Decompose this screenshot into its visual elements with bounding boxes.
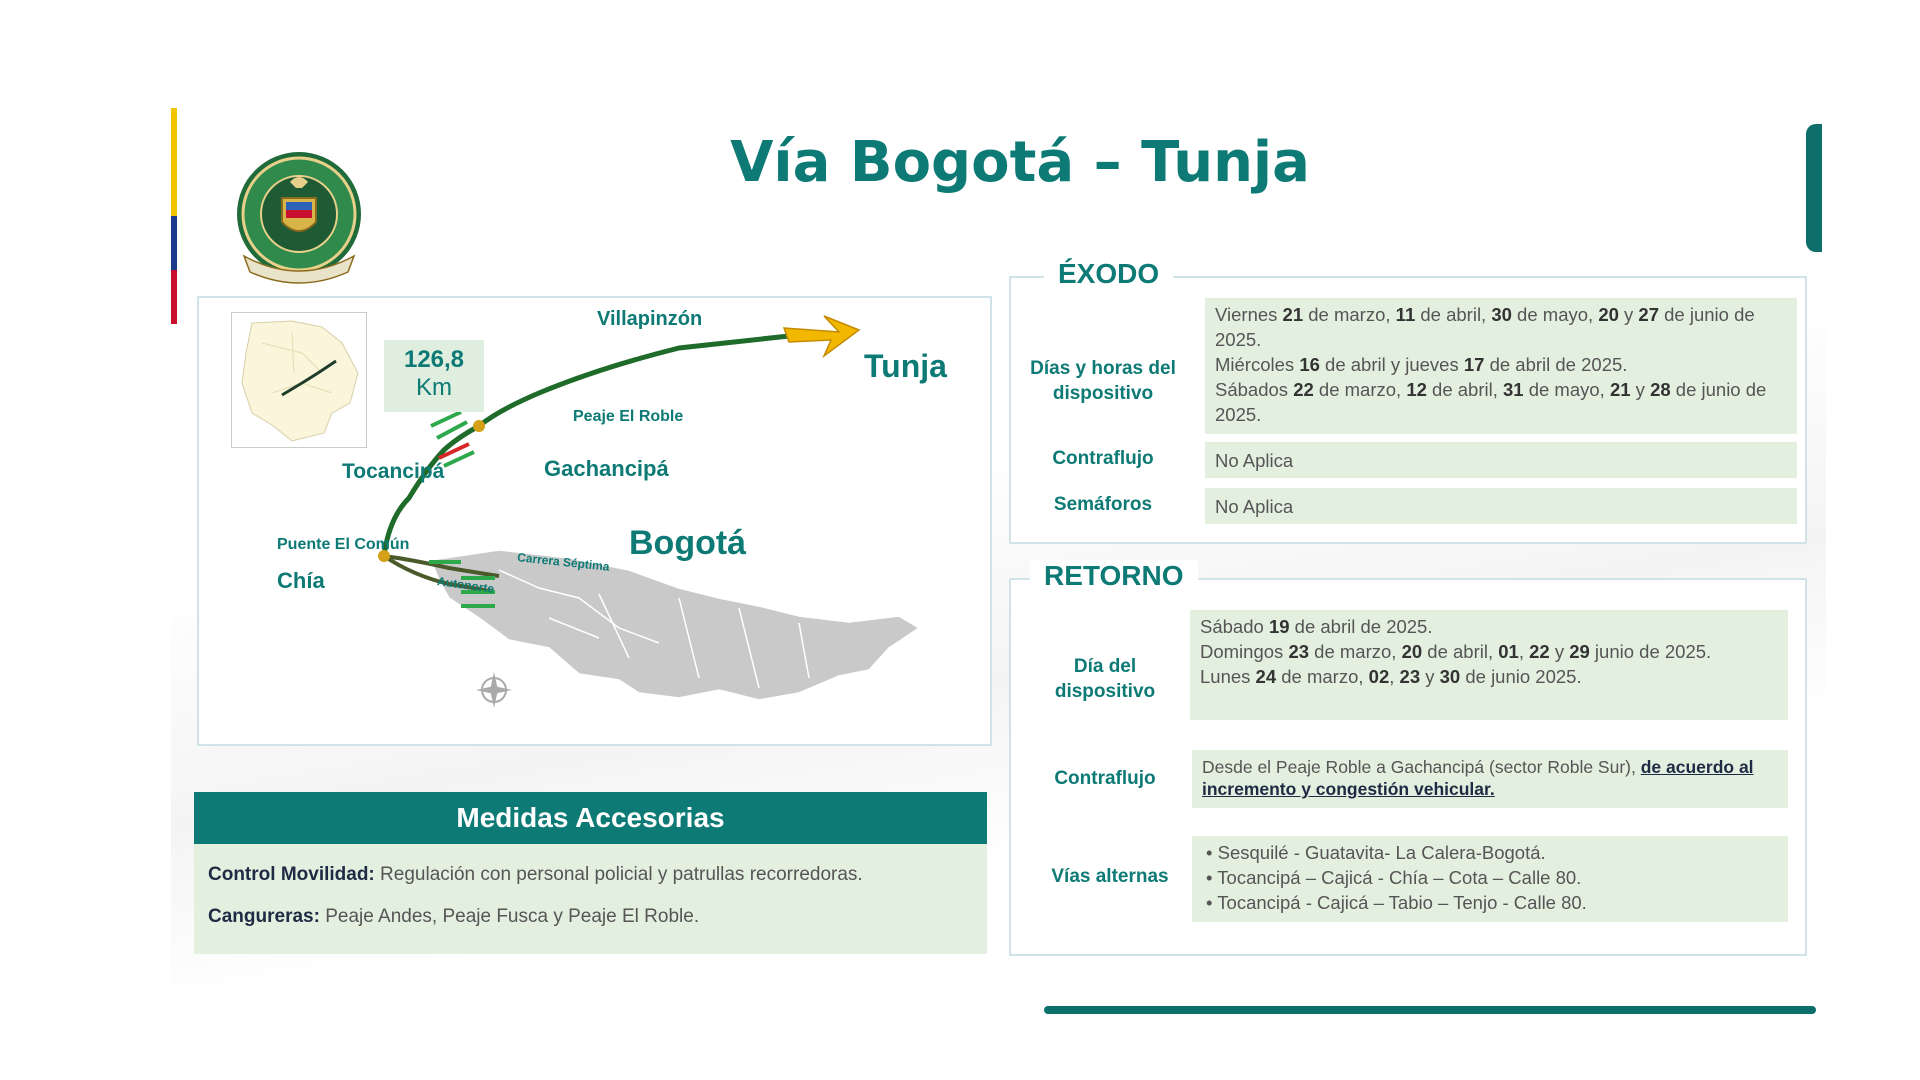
flag-stripe-blue bbox=[171, 216, 177, 270]
compass-rose-icon bbox=[476, 672, 512, 708]
decorative-tab bbox=[1806, 124, 1822, 252]
distance-box bbox=[384, 340, 484, 412]
flag-stripe-yellow bbox=[171, 108, 177, 216]
retorno-contraflujo-label: Contraflujo bbox=[1054, 768, 1156, 789]
distance-unit: Km bbox=[416, 374, 452, 401]
label-carrera-septima: Carrera Séptima bbox=[516, 550, 611, 574]
via-alterna-item: • Tocancipá – Cajicá - Chía – Cota – Calle 80. bbox=[1206, 865, 1778, 890]
retorno-title: RETORNO bbox=[1030, 560, 1198, 592]
label-villapinzon: Villapinzón bbox=[597, 308, 703, 330]
label-bogota: Bogotá bbox=[629, 524, 747, 562]
label-puente-comun: Puente El Común bbox=[277, 536, 410, 553]
retorno-line-2: Domingos 23 de marzo, 20 de abril, 01, 22 y 29 junio de 2025. bbox=[1200, 641, 1712, 662]
exodo-line-2: Miércoles 16 de abril y jueves 17 de abril de 2025. bbox=[1215, 354, 1628, 375]
medidas-cangureras-row: Cangureras: Peaje Andes, Peaje Fusca y Peaje El Roble. bbox=[208, 906, 700, 927]
label-peaje-roble: Peaje El Roble bbox=[573, 408, 684, 425]
decorative-bottom-line bbox=[1044, 1006, 1816, 1014]
distance-value: 126,8 bbox=[403, 346, 465, 373]
retorno-vias-cell bbox=[1192, 836, 1788, 922]
medidas-control-row: Control Movilidad: Regulación con personal policial y patrullas recorredoras. bbox=[208, 864, 863, 885]
vias-alternas-list bbox=[1206, 840, 1778, 915]
label-tocancipa: Tocancipá bbox=[342, 460, 445, 483]
exodo-dias-label: Días y horas del dispositivo bbox=[1030, 358, 1176, 404]
contraflujo-condition-text: de acuerdo al incremento y congestión vehicular. bbox=[1202, 757, 1754, 799]
label-autonorte: Autonorte bbox=[436, 574, 496, 596]
peaje-roble-marker bbox=[473, 420, 485, 432]
flag-stripe-red bbox=[171, 270, 177, 324]
tunja-arrow-icon bbox=[784, 316, 859, 356]
department-mini-map bbox=[231, 312, 367, 448]
retorno-dia-cell bbox=[1190, 610, 1788, 720]
page-title: Vía Bogotá – Tunja bbox=[730, 130, 1310, 195]
exodo-line-1: Viernes 21 de marzo, 11 de abril, 30 de mayo, 20 y 27 de junio de 2025. bbox=[1215, 304, 1755, 350]
retorno-line-3: Lunes 24 de marzo, 02, 23 y 30 de junio 2025. bbox=[1200, 666, 1582, 687]
label-chia: Chía bbox=[277, 568, 325, 593]
exodo-dias-cell bbox=[1205, 298, 1797, 434]
retorno-line-1: Sábado 19 de abril de 2025. bbox=[1200, 616, 1433, 637]
exodo-contraflujo-cell: No Aplica bbox=[1205, 442, 1797, 478]
exodo-contraflujo-label: Contraflujo bbox=[1052, 448, 1154, 469]
route-map-panel bbox=[197, 296, 992, 746]
label-tunja: Tunja bbox=[864, 348, 947, 384]
medidas-body bbox=[194, 844, 987, 954]
via-alterna-item: • Sesquilé - Guatavita- La Calera-Bogotá. bbox=[1206, 840, 1778, 865]
retorno-dia-label: Día del dispositivo bbox=[1054, 656, 1156, 702]
exodo-semaforos-cell: No Aplica bbox=[1205, 488, 1797, 524]
retorno-contraflujo-cell: Desde el Peaje Roble a Gachancipá (sector Roble Sur), de acuerdo al incremento y congestión vehicular. bbox=[1192, 750, 1788, 808]
police-seal-logo bbox=[230, 148, 368, 286]
exodo-semaforos-label: Semáforos bbox=[1053, 494, 1153, 515]
via-alterna-item: • Tocancipá - Cajicá – Tabio – Tenjo - Calle 80. bbox=[1206, 890, 1778, 915]
retorno-vias-label: Vías alternas bbox=[1051, 866, 1169, 887]
medidas-header: Medidas Accesorias bbox=[194, 792, 987, 844]
exodo-line-3: Sábados 22 de marzo, 12 de abril, 31 de mayo, 21 y 28 de junio de 2025. bbox=[1215, 379, 1767, 425]
exodo-title: ÉXODO bbox=[1044, 258, 1173, 290]
label-gachancipa: Gachancipá bbox=[544, 456, 669, 481]
